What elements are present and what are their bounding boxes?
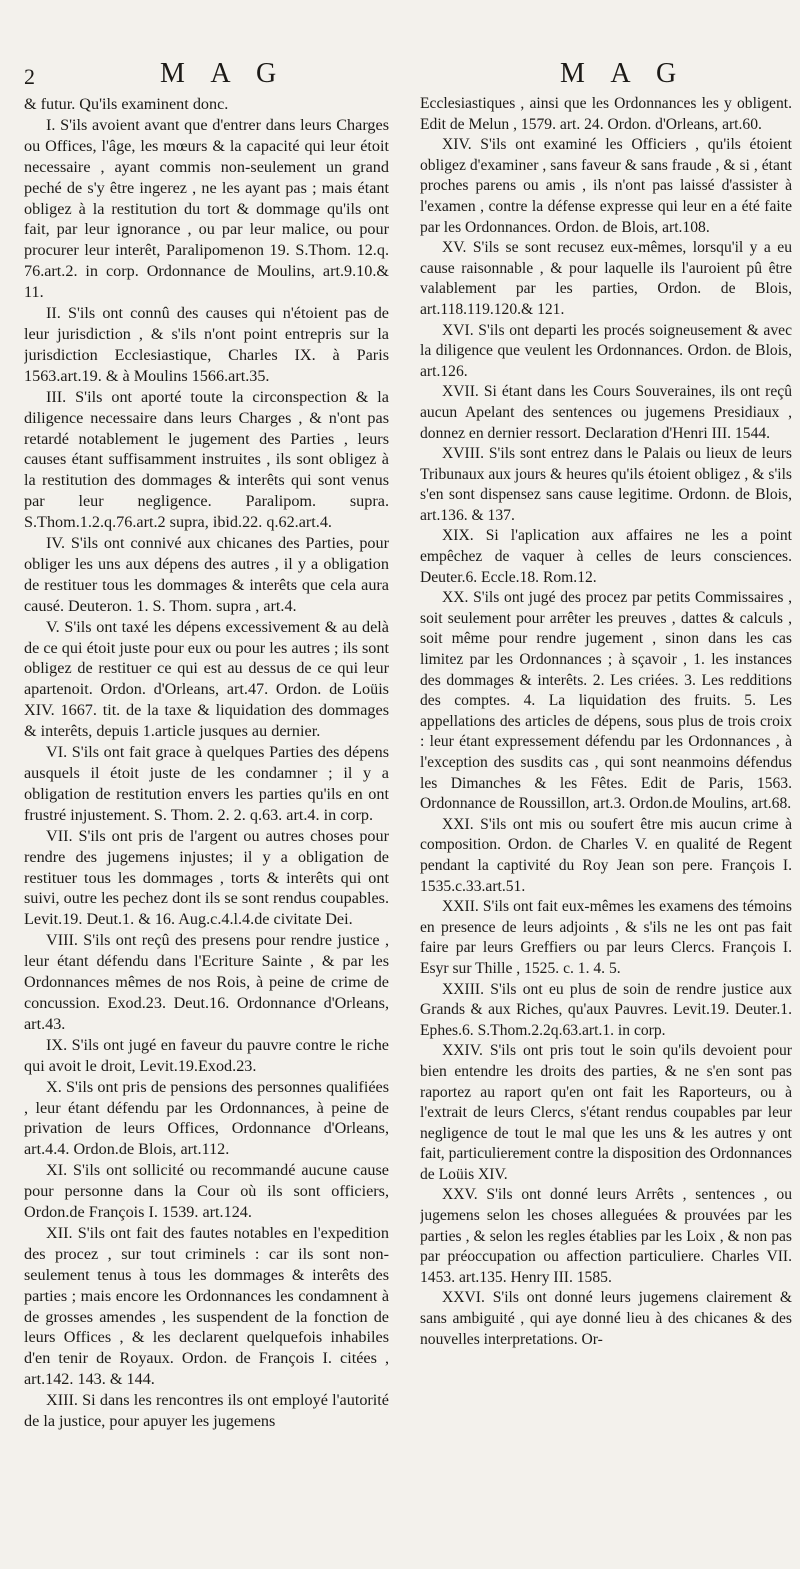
paragraph: XIII. Si dans les rencontres ils ont employé l'autorité de la justice, pour apuyer les jugemens [24,1391,389,1431]
paragraph: XXII. S'ils ont fait eux-mêmes les examens des témoins en presence de leurs adjoints , & s'ils ne les ont pas fait faire par leurs Greffiers ou par leurs Clercs. François I. Esyr sur Thille , 1525. c. 1. 4. 5. [420,898,792,977]
paragraph: VI. S'ils ont fait grace à quelques Parties des dépens ausquels il étoit juste de les condamner ; il y a obligation de restitution envers les parties qu'ils en ont frustré injustement. S. Thom. 2. 2. q.63. art.4. in corp. [24,743,389,824]
left-column [24,94,389,1563]
paragraph: V. S'ils ont taxé les dépens excessivement & au delà de ce qui étoit juste pour eux ou pour les autres ; ils sont obligez de restituer ce qui est au dessus de ce qui leur apartenoit. Ordon. d'Orleans, art.47. Ordon. de Loüis XIV. 1667. tit. de la taxe & liquidation des dommages & interêts, depuis 1.article jusques au dernier. [24,617,389,741]
paragraph: XIV. S'ils ont examiné les Officiers , qu'ils étoient obligez d'examiner , sans faveur & sans fraude , & si , étant proches parens ou amis , ils n'ont pas laissé d'assister à l'examen , contre la défense expresse qui leur en a été faite par les Ordonnances. Ordon. de Blois, art.108. [420,136,792,236]
paragraph: VIII. S'ils ont reçû des presens pour rendre justice , leur étant défendu dans l'Ecriture Sainte , & par les Ordonnances mêmes de nos Rois, à peine de crime de concussion. Exod.23. Deut.16. Ordonnance d'Orleans, art.43. [24,931,389,1033]
paragraph: XI. S'ils ont sollicité ou recommandé aucune cause pour personne dans la Cour où ils sont officiers, Ordon.de François I. 1539. art.124. [24,1161,389,1222]
paragraph: XVIII. S'ils sont entrez dans le Palais ou lieux de leurs Tribunaux aux jours & heures qu'ils étoient obligez , & s'ils s'en sont dispensez sans cause legitime. Ordonn. de Blois, art.136. & 137. [420,445,792,524]
running-head-right: M A G [560,58,687,89]
page-number: 2 [24,64,35,89]
paragraph: XXIV. S'ils ont pris tout le soin qu'ils devoient pour bien entendre les droits des parties, & ne s'en sont pas raportez au raport qu'en ont fait les Raporteurs, ou à l'extrait de leurs Clercs, s'étant rendus coupables par leur negligence de tout le mal que les uns & les autres y ont fait, particulierement contre la disposition des Ordonnances de Loüis XIV. [420,1042,792,1183]
paragraph: Ecclesiastiques , ainsi que les Ordonnances les y obligent. Edit de Melun , 1579. art. 24. Ordon. d'Orleans, art.60. [420,95,792,133]
paragraph: XVI. S'ils ont departi les procés soigneusement & avec la diligence que veulent les Ordonnances. Ordon. de Blois, art.126. [420,321,792,380]
paragraph: II. S'ils ont connû des causes qui n'étoient pas de leur jurisdiction , & s'ils n'ont point entrepris sur la jurisdiction Ecclesiastique, Charles IX. à Paris 1563.art.19. & à Moulins 1566.art.35. [24,304,389,385]
paragraph: XXI. S'ils ont mis ou soufert être mis aucun crime à composition. Ordon. de Charles V. en qualité de Regent pendant la captivité du Roy Jean son pere. François I. 1535.c.33.art.51. [420,815,792,895]
paragraph: XXIII. S'ils ont eu plus de soin de rendre justice aux Grands & aux Riches, qu'aux Pauvres. Levit.19. Deuter.1. Ephes.6. S.Thom.2.2q.63.art.1. in corp. [420,980,792,1039]
paragraph: VII. S'ils ont pris de l'argent ou autres choses pour rendre des jugemens injustes; il y a obligation de restituer tous les dommages , torts & interêts qui ont suivi, outre les pechez dont ils se sont rendus coupables. Levit.19. Deut.1. & 16. Aug.c.4.l.4.de civitate Dei. [24,826,389,929]
paragraph: XXVI. S'ils ont donné leurs jugemens clairement & sans ambiguité , qui aye donné lieu à des chicanes & des nouvelles interpretations. Or- [420,1289,792,1348]
paragraph: XX. S'ils ont jugé des procez par petits Commissaires , soit seulement pour arrêter les preuves , dattes & calculs , soit même pour rendre jugement , sinon dans les cas limitez par les Ordonnances ; à sçavoir , 1. les instances des dommages & interêts. 2. Les criées. 3. Les redditions des comptes. 4. La liquidation des fruits. 5. Les appellations des articles de dépens, sous plus de trois croix : leur étant expressement défendu par les Ordonnances , à l'exception des susdits cas , qui sont neanmoins défendus les Dimanches & les Fêtes. Edit de Paris, 1563. Ordonnance de Roussillon, art.3. Ordon.de Moulins, art.68. [420,589,792,813]
paragraph: XXV. S'ils ont donné leurs Arrêts , sentences , ou jugemens selon les choses alleguées & prouvées par les parties , & selon les regles établies par les Loix , & non pas par préoccupation ou affection particuliere. Charles VII. 1453. art.135. Henry III. 1585. [420,1186,792,1286]
paragraph: XVII. Si étant dans les Cours Souveraines, ils ont reçû aucun Apelant des sentences ou jugemens Presidiaux , donnez en dernier ressort. Declaration d'Henri III. 1544. [420,383,792,442]
paragraph: XV. S'ils se sont recusez eux-mêmes, lorsqu'il y a eu cause raisonnable , & pour laquelle ils l'auroient pû être valablement par les parties, Ordon. de Blois, art.118.119.120.& 121. [420,239,792,318]
paragraph: XIX. Si l'aplication aux affaires ne les a point empêchez de vaquer à celles de leurs consciences. Deuter.6. Eccle.18. Rom.12. [420,527,792,586]
paragraph: IX. S'ils ont jugé en faveur du pauvre contre le riche qui avoit le droit, Levit.19.Exod.23. [24,1035,389,1075]
paragraph: IV. S'ils ont connivé aux chicanes des Parties, pour obliger les uns aux dépens des autres , il y a obligation de restituer tous les dommages & interêts que cela aura causé. Deuteron. 1. S. Thom. supra , art.4. [24,534,389,615]
right-column [420,94,792,1563]
paragraph: XII. S'ils ont fait des fautes notables en l'expedition des procez , sur tout criminels : car ils sont non-seulement tenus à tous les dommages & interêts des parties ; mais encore les Ordonnances les condamnent à de grosses amendes , les suspendent de la fonction de leurs Offices , & les declarent quelquefois inhabiles d'en tenir de Royaux. Ordon. de François I. citées , art.142. 143. & 144. [24,1223,389,1389]
paragraph: I. S'ils avoient avant que d'entrer dans leurs Charges ou Offices, l'âge, les mœurs & la capacité qui leur étoit necessaire , ayant commis non-seulement un grand peché de s'y être ingerez , ne les ayant pas ; mais étant obligez à la restitution du tort & dommage qu'ils ont fait, par leur ignorance , ou par leur malice, ou pour procurer leur interêt, Paralipomenon 19. S.Thom. 12.q. 76.art.2. in corp. Ordonnance de Moulins, art.9.10.& 11. [24,115,389,302]
paragraph: III. S'ils ont aporté toute la circonspection & la diligence necessaire dans leurs Charges , & n'ont pas retardé notablement le jugement des Parties , leurs causes étant suffisamment instruites , ils sont obligez à la restitution des dommages & interêts qui sont venus par leur negligence. Paralipom. supra. S.Thom.1.2.q.76.art.2 supra, ibid.22. q.62.art.4. [24,387,389,532]
running-head-left: M A G [160,58,287,89]
paragraph: & futur. Qu'ils examinent donc. [24,95,229,113]
paragraph: X. S'ils ont pris de pensions des personnes qualifiées , leur étant défendu par les Ordonnances, à peine de privation de leurs Offices, Ordonnance d'Orleans, art.4.4. Ordon.de Blois, art.112. [24,1077,389,1159]
